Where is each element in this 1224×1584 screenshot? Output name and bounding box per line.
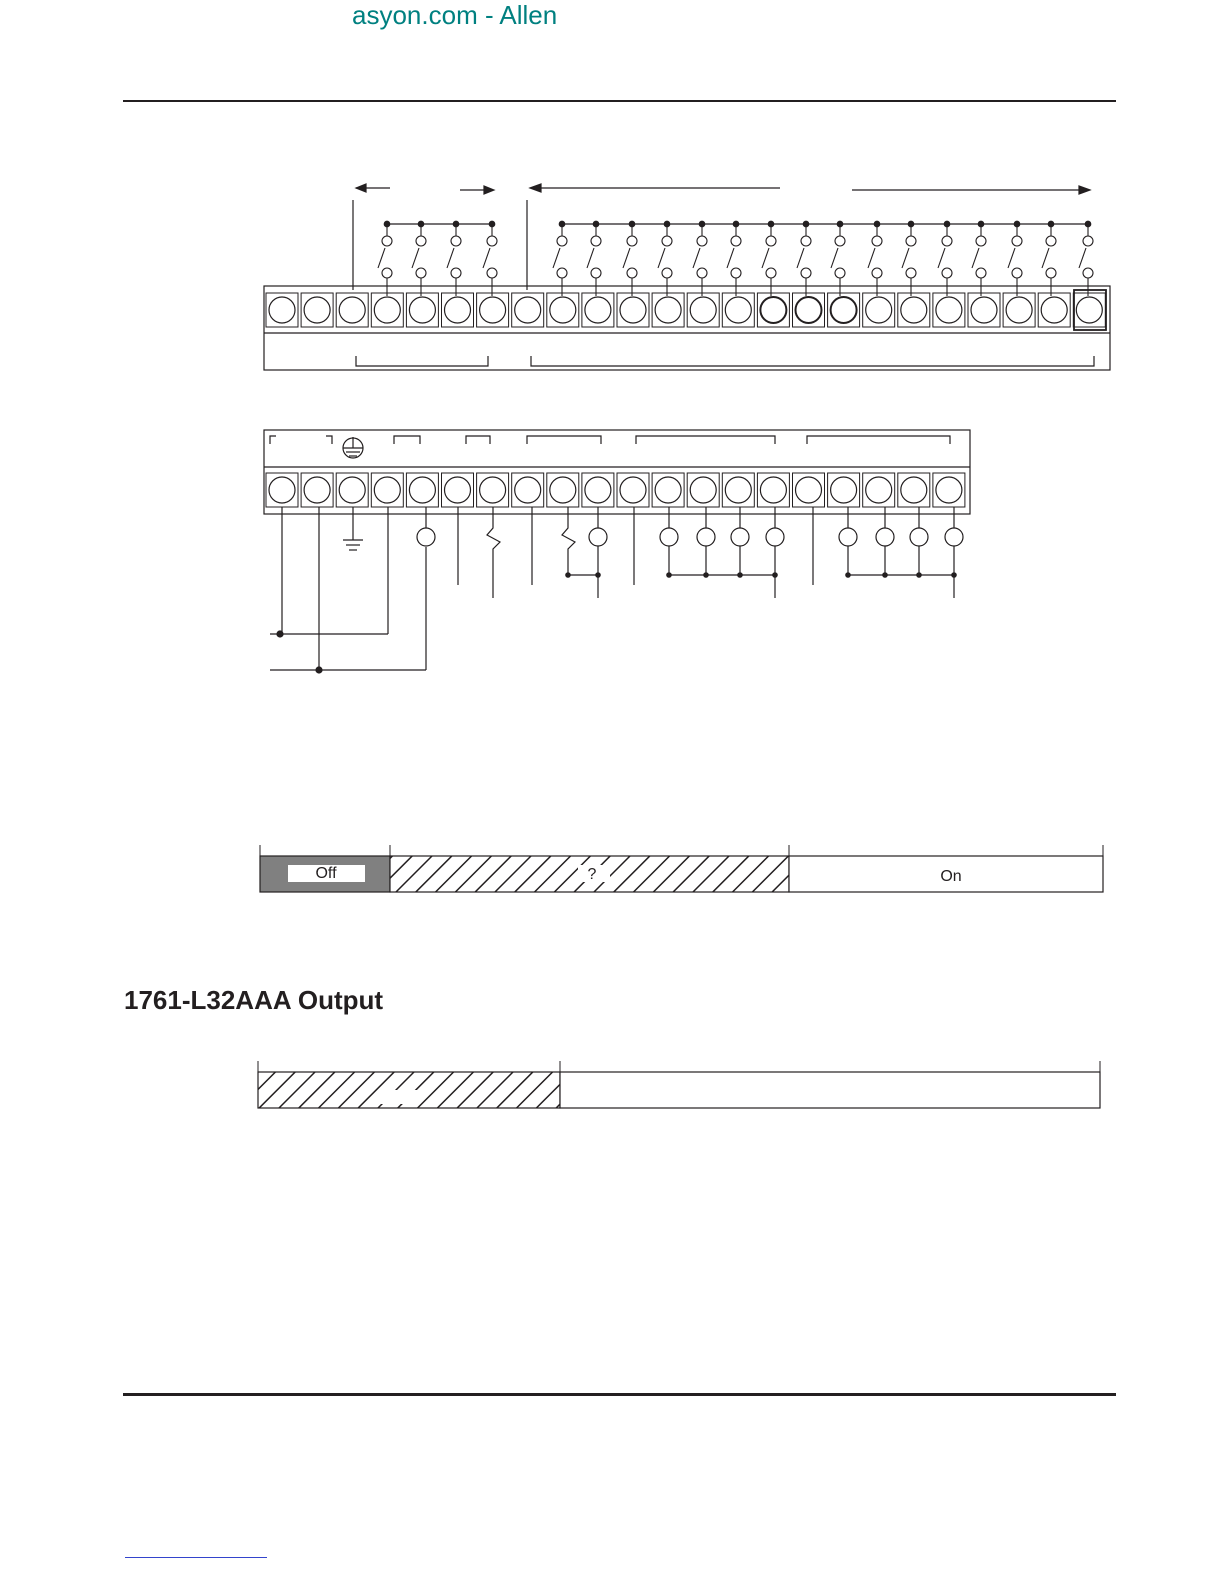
terminal-screw	[722, 293, 754, 327]
terminal-screw	[477, 473, 509, 507]
terminal-screw	[547, 293, 579, 327]
watermark-text: asyon.com - Allen	[352, 0, 558, 30]
input-switch	[623, 221, 637, 296]
terminal-screw	[933, 473, 965, 507]
terminal-screw	[406, 293, 438, 327]
terminal-screw	[477, 293, 509, 327]
output-blank-segment	[560, 1072, 1100, 1108]
terminal-screw	[582, 293, 614, 327]
input-switch	[902, 221, 916, 296]
terminal-screw	[968, 293, 1000, 327]
terminal-screw	[898, 293, 930, 327]
terminal-screw	[933, 293, 965, 327]
input-switch	[1008, 221, 1022, 296]
state-undefined-label: ?	[587, 866, 597, 883]
input-switch	[831, 221, 845, 296]
terminal-screw	[757, 293, 789, 327]
input-switch	[868, 221, 882, 296]
input-switch	[693, 221, 707, 296]
input-switch	[553, 221, 567, 296]
terminal-screw	[1038, 293, 1070, 327]
terminal-screw	[863, 293, 895, 327]
input-switch	[762, 221, 776, 296]
output-state-bar	[258, 1061, 1100, 1108]
terminal-screw	[512, 293, 544, 327]
terminal-screw	[512, 473, 544, 507]
input-state-bar	[260, 845, 1103, 892]
terminal-screw	[757, 473, 789, 507]
input-switch	[587, 221, 601, 296]
input-switch	[658, 221, 672, 296]
terminal-screw	[863, 473, 895, 507]
terminal-screw	[793, 473, 825, 507]
terminal-screw	[617, 473, 649, 507]
terminal-screw	[336, 473, 368, 507]
terminal-screw	[1073, 293, 1105, 327]
terminal-screw	[301, 293, 333, 327]
input-switch	[938, 221, 952, 296]
input-switch	[727, 221, 741, 296]
terminal-screw	[898, 473, 930, 507]
terminal-screw	[687, 293, 719, 327]
terminal-screw	[582, 473, 614, 507]
terminal-screw	[266, 473, 298, 507]
terminal-screw	[442, 293, 474, 327]
input-switch	[1042, 221, 1056, 296]
footer-link-underline	[125, 1557, 267, 1558]
terminal-screw	[336, 293, 368, 327]
terminal-screw	[722, 473, 754, 507]
input-switches	[378, 221, 1093, 296]
terminal-screw	[828, 473, 860, 507]
footer-rule	[123, 1393, 1116, 1396]
terminal-screw	[652, 293, 684, 327]
terminal-screw	[1003, 293, 1035, 327]
terminal-screw	[371, 293, 403, 327]
terminal-screw	[301, 473, 333, 507]
input-switch	[1079, 221, 1093, 296]
state-on-label: On	[940, 868, 962, 885]
terminal-screw	[406, 473, 438, 507]
input-switch	[412, 221, 426, 296]
output-terminals	[266, 473, 965, 507]
state-off-label: Off	[315, 865, 337, 882]
terminal-screw	[617, 293, 649, 327]
input-switch	[797, 221, 811, 296]
terminal-screw	[442, 473, 474, 507]
input-switch	[483, 221, 497, 296]
input-switch	[378, 221, 392, 296]
terminal-screw	[793, 293, 825, 327]
input-terminals	[266, 290, 1106, 330]
input-switch	[447, 221, 461, 296]
terminal-screw	[687, 473, 719, 507]
terminal-screw	[547, 473, 579, 507]
input-switch	[972, 221, 986, 296]
terminal-screw	[828, 293, 860, 327]
output-loads	[565, 528, 963, 578]
section-heading: 1761-L32AAA Output	[124, 985, 384, 1015]
terminal-screw	[652, 473, 684, 507]
terminal-screw	[371, 473, 403, 507]
terminal-screw	[266, 293, 298, 327]
